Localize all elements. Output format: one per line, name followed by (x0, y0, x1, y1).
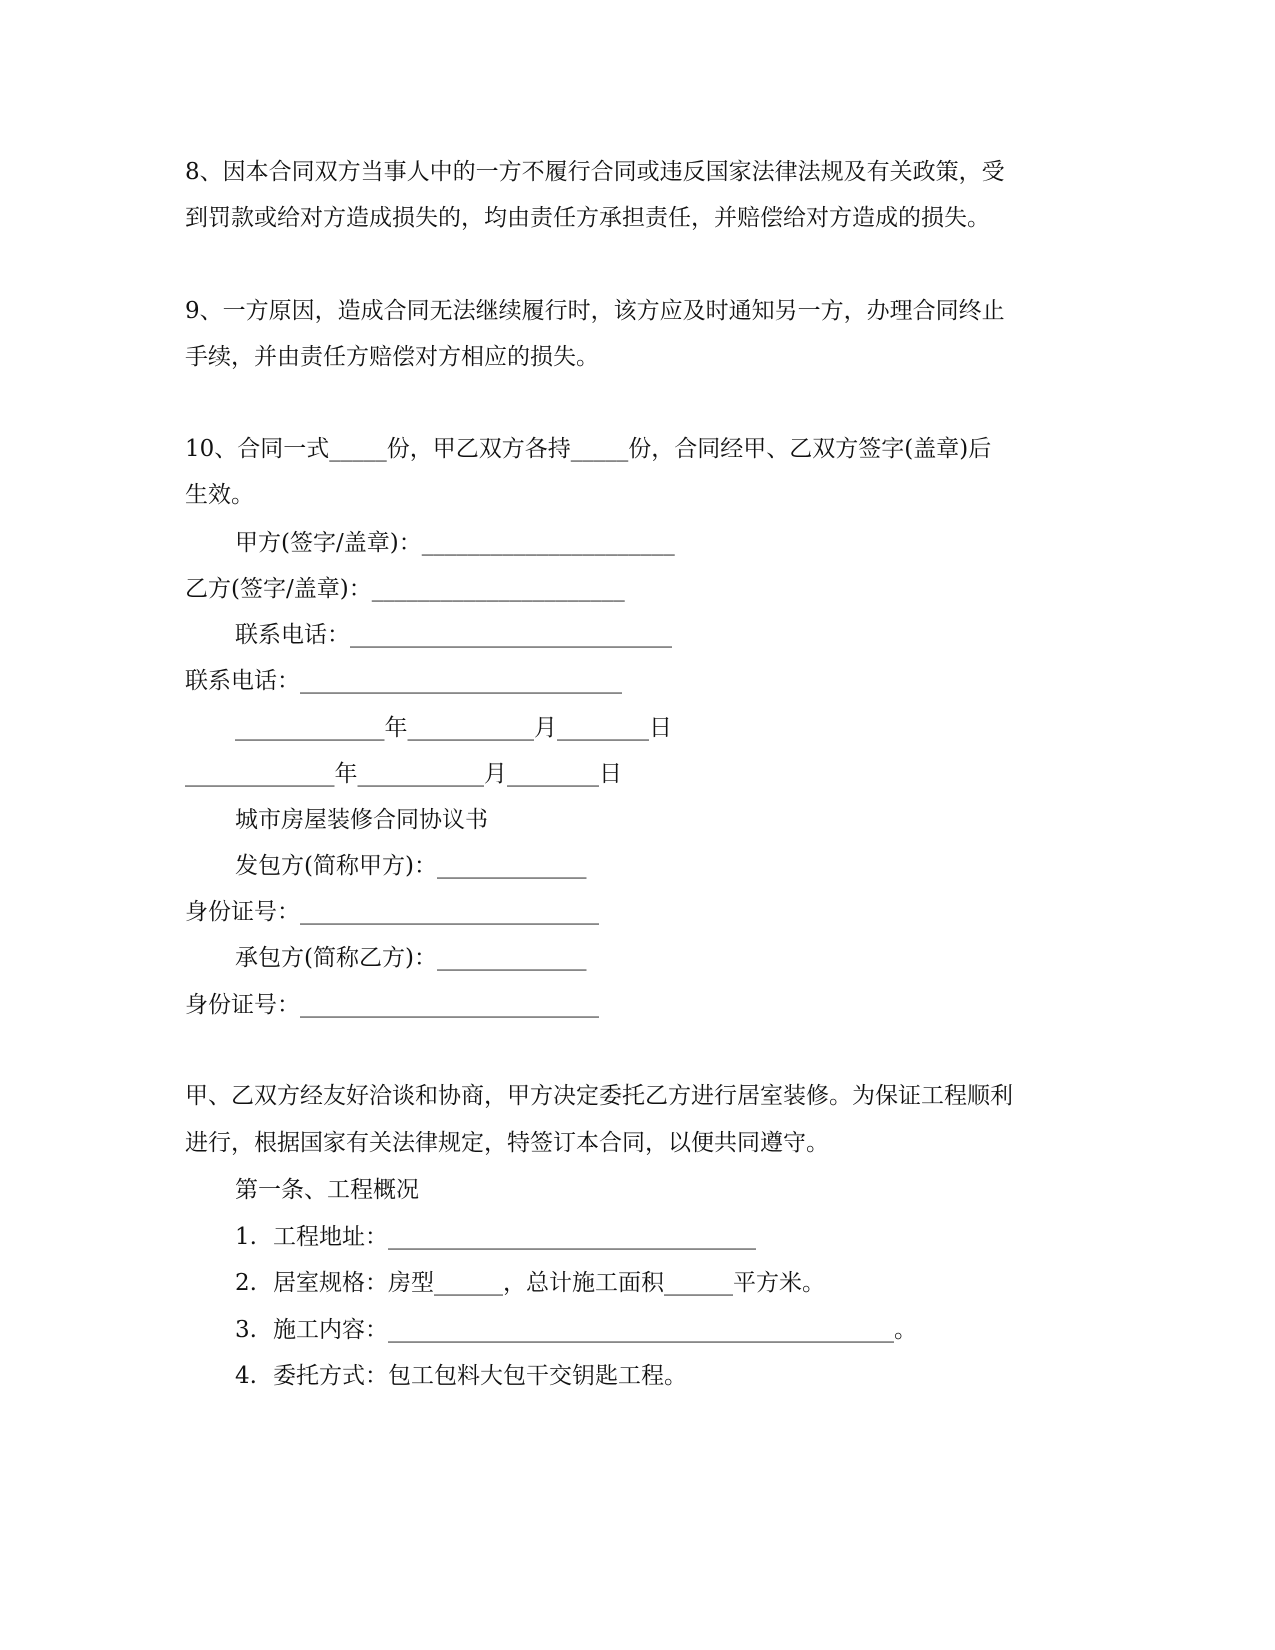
clause-9-line-2: 手续，并由责任方赔偿对方相应的损失。 (185, 344, 599, 370)
item-text: 工程地址：________________________________ (273, 1224, 756, 1250)
clause-10-line-1: 10、合同一式_____份，甲乙双方各持_____份，合同经甲、乙双方签字(盖章)后 (185, 436, 992, 462)
preamble-line-1: 甲、乙双方经友好洽谈和协商，甲方决定委托乙方进行居室装修。为保证工程顺利 (185, 1083, 1013, 1109)
clause-8-line-2: 到罚款或给对方造成损失的，均由责任方承担责任，并赔偿给对方造成的损失。 (185, 205, 990, 231)
list-item (235, 1361, 687, 1391)
clause-8-line-1: 8、因本合同双方当事人中的一方不履行合同或违反国家法律法规及有关政策，受 (185, 159, 1005, 185)
clause-9-line-1: 9、一方原因，造成合同无法继续履行时，该方应及时通知另一方，办理合同终止 (185, 298, 1005, 324)
clause-10-line-2: 生效。 (185, 482, 254, 508)
item-text: 施工内容：____________________________________________。 (273, 1317, 917, 1343)
party-a-date: _____________年___________月________日 (235, 715, 672, 741)
party-a-signature: 甲方(签字/盖章)：______________________ (235, 530, 675, 556)
item-number: 3. (235, 1317, 257, 1343)
item-number: 4. (235, 1363, 257, 1389)
list-item (235, 1222, 756, 1252)
party-a-phone: 联系电话：____________________________ (235, 622, 672, 648)
list-item (235, 1268, 825, 1298)
preamble-line-2: 进行，根据国家有关法律规定，特签订本合同，以便共同遵守。 (185, 1130, 829, 1156)
party-b-signature: 乙方(签字/盖章)：______________________ (185, 576, 625, 602)
contractor-field: 承包方(简称乙方)：_____________ (235, 945, 587, 971)
list-item (235, 1315, 917, 1345)
article-1-title: 第一条、工程概况 (235, 1177, 419, 1203)
item-number: 2. (235, 1270, 257, 1296)
item-text: 委托方式：包工包料大包干交钥匙工程。 (273, 1363, 687, 1389)
party-b-phone: 联系电话：____________________________ (185, 668, 622, 694)
item-number: 1. (235, 1224, 257, 1250)
agreement-title: 城市房屋装修合同协议书 (235, 807, 488, 833)
employer-field: 发包方(简称甲方)：_____________ (235, 853, 587, 879)
party-b-date: _____________年___________月________日 (185, 761, 622, 787)
employer-id-field: 身份证号：__________________________ (185, 899, 599, 925)
contractor-id-field: 身份证号：__________________________ (185, 992, 599, 1018)
item-text: 居室规格：房型______，总计施工面积______平方米。 (273, 1270, 825, 1296)
